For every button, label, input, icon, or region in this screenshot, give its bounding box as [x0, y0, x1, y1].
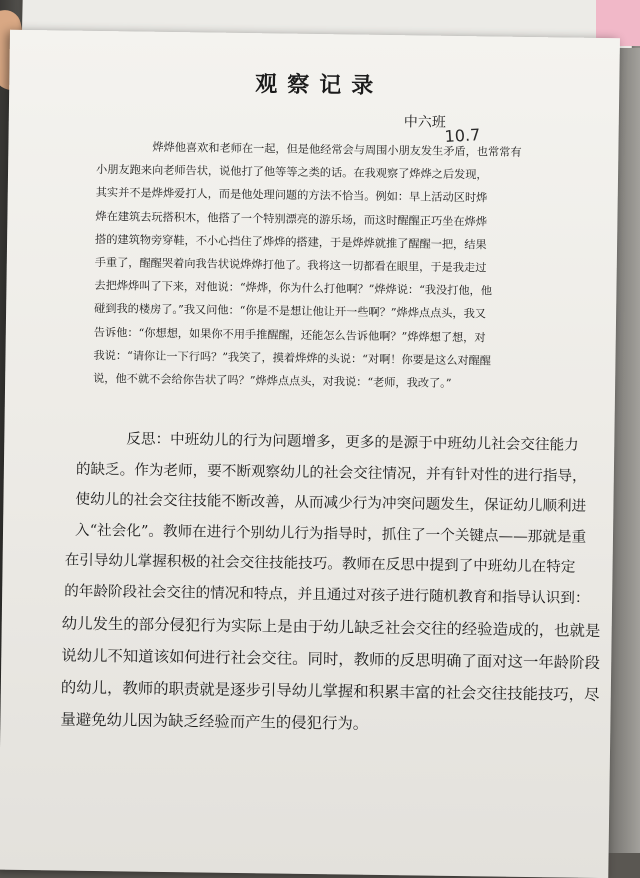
- reflection-line: 幼儿发生的部分侵犯行为实际上是由于幼儿缺乏社会交往的经验造成的，也就是: [61, 614, 601, 640]
- observation-line: 搭的建筑物旁穿鞋，不小心挡住了烨烨的搭建，于是烨烨就推了醒醒一把，结果: [95, 232, 487, 252]
- observation-line: 小朋友跑来向老师告状，说他打了他等等之类的话。在我观察了烨烨之后发现，: [95, 163, 488, 182]
- document-page: [0, 30, 620, 878]
- reflection-section: [60, 424, 601, 743]
- class-label: 中六班: [403, 114, 446, 131]
- observation-line: 烨在建筑去玩搭积木，他搭了一个特别漂亮的游乐场，而这时醒醒正巧坐在烨烨: [95, 209, 488, 228]
- observation-section: [93, 135, 547, 396]
- reflection-line: 的缺乏。作为老师，要不断观察幼儿的社会交往情况，并有针对性的进行指导，: [75, 460, 587, 485]
- reflection-line: 入“社会化”。教师在进行个别幼儿行为指导时，抓住了一个关键点——那就是重: [74, 521, 587, 546]
- observation-line: 告诉他：“你想想，如果你不用手推醒醒，还能怎么告诉他啊？”烨烨想了想，对: [93, 325, 486, 344]
- observation-line: 其实并不是烨烨爱打人，而是他处理问题的方法不恰当。例如：早上活动区时烨: [95, 186, 488, 205]
- handwritten-date: 10.7: [444, 125, 481, 147]
- reflection-line: 在引导幼儿掌握积极的社会交往技能技巧。教师在反思中提到了中班幼儿在特定: [64, 551, 576, 577]
- observation-line: 我说：“请你让一下行吗？”我笑了，摸着烨烨的头说：“对啊！你要是这么对醒醒: [93, 348, 492, 368]
- reflection-line: 说幼儿不知道该如何进行社会交往。同时，教师的反思明确了面对这一年龄阶段: [61, 646, 601, 672]
- observation-line: 说，他不就不会给你告状了吗？”烨烨点点头，对我说：“老师，我改了。”: [93, 371, 452, 390]
- observation-line: 去把烨烨叫了下来，对他说：“烨烨，你为什么打他啊？”烨烨说：“我没打他，他: [94, 279, 493, 298]
- reflection-line: 的年龄阶段社会交往的情况和特点，并且通过对孩子进行随机教育和指导认识到：: [64, 582, 590, 607]
- reflection-line: 量避免幼儿因为缺乏经验而产生的侵犯行为。: [60, 710, 369, 733]
- reflection-line: 使幼儿的社会交往技能不断改善，从而减少行为冲突问题发生，保证幼儿顺利进: [75, 490, 587, 516]
- observation-line: 碰到我的楼房了。”我又问他：“你是不是想让他让开一些啊？”烨烨点点头，我又: [94, 302, 487, 321]
- reflection-line: 反思：中班幼儿的行为问题增多，更多的是源于中班幼儿社会交往能力: [126, 430, 579, 454]
- reflection-line: 的幼儿，教师的职责就是逐步引导幼儿掌握和积累丰富的社会交往技能技巧，尽: [60, 678, 600, 704]
- observation-line: 烨烨他喜欢和老师在一起，但是他经常会与周围小朋友发生矛盾，也常常有: [152, 140, 522, 159]
- observation-line: 手重了，醒醒哭着向我告状说烨烨打他了。我将这一切都看在眼里，于是我走过: [94, 255, 487, 275]
- page-title: 观察记录: [255, 71, 384, 99]
